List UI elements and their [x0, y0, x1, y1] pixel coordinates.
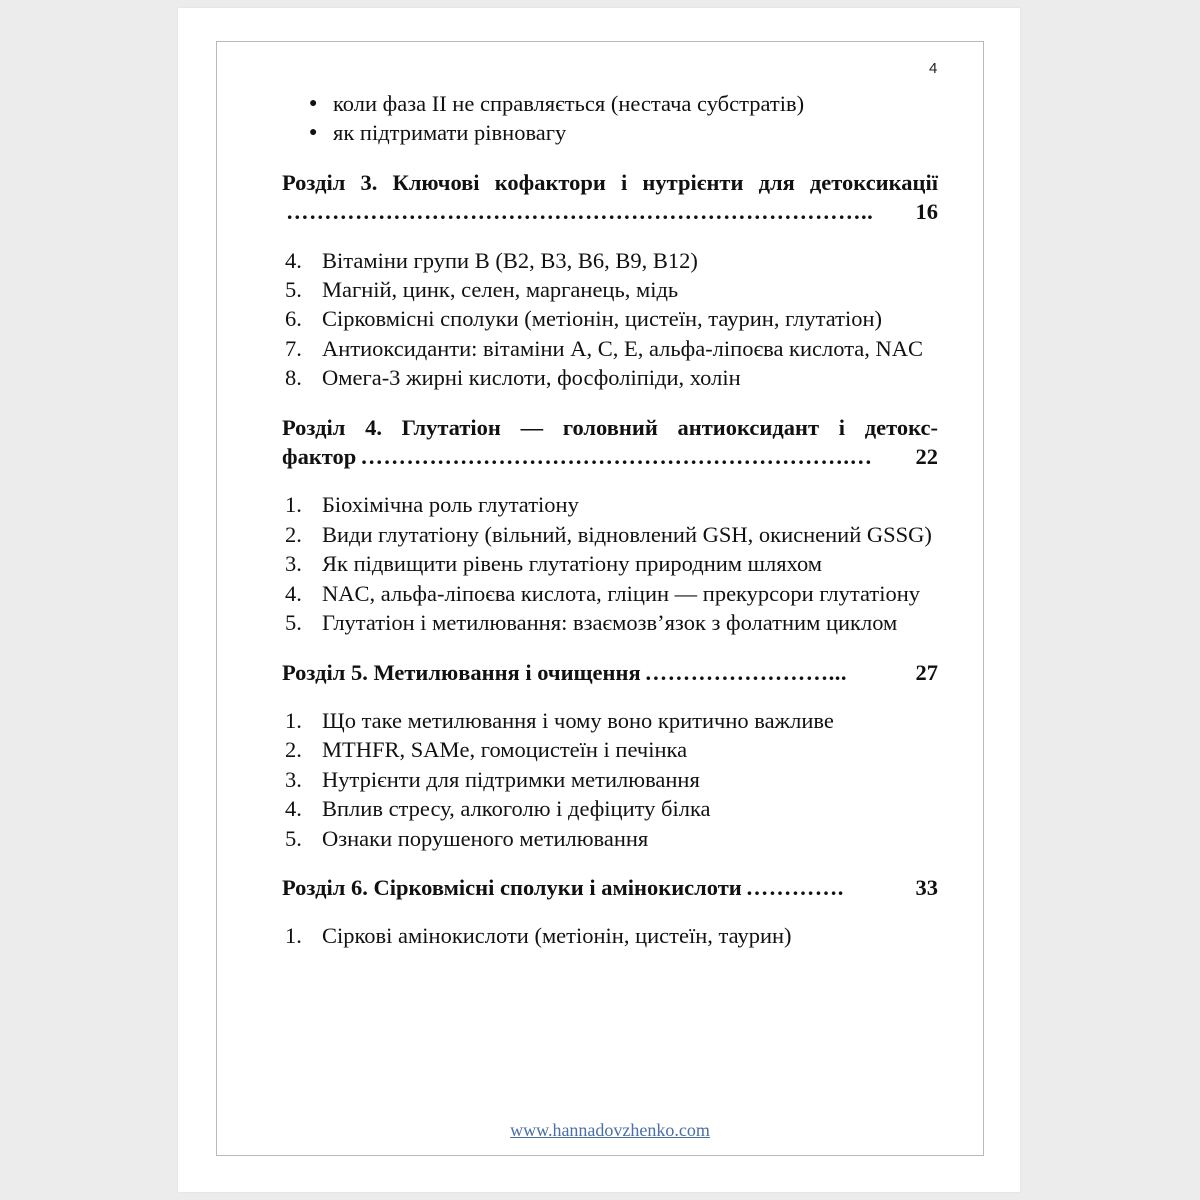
leader-dots: ………….	[745, 874, 844, 900]
section-4-list	[282, 490, 938, 637]
table-of-contents	[282, 89, 938, 951]
list-item: 3. Як підвищити рівень глутатіону природним шляхом	[285, 551, 822, 577]
bullet-item: ● коли фаза II не справляється (нестача субстратів)	[282, 89, 938, 118]
section-title-3[interactable]: Розділ 3. Ключові кофактори і нутрієнти для детоксикації ………………………………………………………………….. 16	[282, 168, 938, 227]
list-item: 2. MTHFR, SAMe, гомоцистеїн і печінка	[285, 737, 688, 763]
list-item: 5. Глутатіон і метилювання: взаємозв’язок з фолатним циклом	[285, 610, 898, 636]
section-5-list	[282, 706, 938, 853]
footer-website-link[interactable]: www.hannadovzhenko.com	[510, 1120, 710, 1140]
page-number: 4	[929, 60, 938, 77]
list-item: 5. Ознаки порушеного метилювання	[285, 825, 649, 851]
leader-dots: ……………………...	[644, 659, 847, 685]
list-item: 4. Вітаміни групи B (B2, B3, B6, B9, B12)	[285, 247, 698, 273]
list-item: 1. Сіркові амінокислоти (метіонін, цистеїн, таурин)	[285, 923, 792, 949]
bullet-item: ● як підтримати рівновагу	[282, 118, 938, 147]
section-title-4[interactable]: Розділ 4. Глутатіон — головний антиоксидант і детокс- фактор ……………………………………………………….… 22	[282, 413, 938, 472]
intro-bullet-list	[282, 89, 938, 148]
section-page-number: 33	[915, 874, 938, 900]
list-item: 5. Магній, цинк, селен, марганець, мідь	[285, 277, 679, 303]
list-item: 7. Антиоксиданти: вітаміни A, C, E, альфа-ліпоєва кислота, NAC	[285, 335, 924, 361]
list-item: 6. Сірковмісні сполуки (метіонін, цистеїн, таурин, глутатіон)	[285, 306, 883, 332]
list-item: 3. Нутрієнти для підтримки метилювання	[285, 766, 700, 792]
list-item: 4. NAC, альфа-ліпоєва кислота, гліцин — прекурсори глутатіону	[285, 580, 921, 606]
section-title-5[interactable]: Розділ 5. Метилювання і очищення ……………………... 27	[282, 658, 938, 687]
bullet-dot-icon: ●	[309, 96, 318, 111]
list-item: 4. Вплив стресу, алкоголю і дефіциту білка	[285, 796, 711, 822]
leader-dots: ……………………………………………………….…	[360, 444, 873, 470]
leader-dots: …………………………………………………………………..	[286, 199, 874, 225]
section-page-number: 27	[915, 659, 938, 685]
section-page-number: 22	[915, 444, 938, 470]
list-item: 1. Що таке метилювання і чому воно критично важливе	[285, 707, 834, 733]
section-title-6[interactable]: Розділ 6. Сірковмісні сполуки і амінокислоти …………. 33	[282, 873, 938, 902]
list-item: 8. Омега-3 жирні кислоти, фосфоліпіди, холін	[285, 365, 741, 391]
bullet-dot-icon: ●	[309, 125, 318, 141]
list-item: 2. Види глутатіону (вільний, відновлений GSH, окиснений GSSG)	[285, 521, 932, 547]
section-3-list	[282, 246, 938, 393]
section-page-number: 16	[915, 199, 938, 225]
list-item: 1. Біохімічна роль глутатіону	[285, 492, 579, 518]
section-6-list	[282, 921, 938, 950]
